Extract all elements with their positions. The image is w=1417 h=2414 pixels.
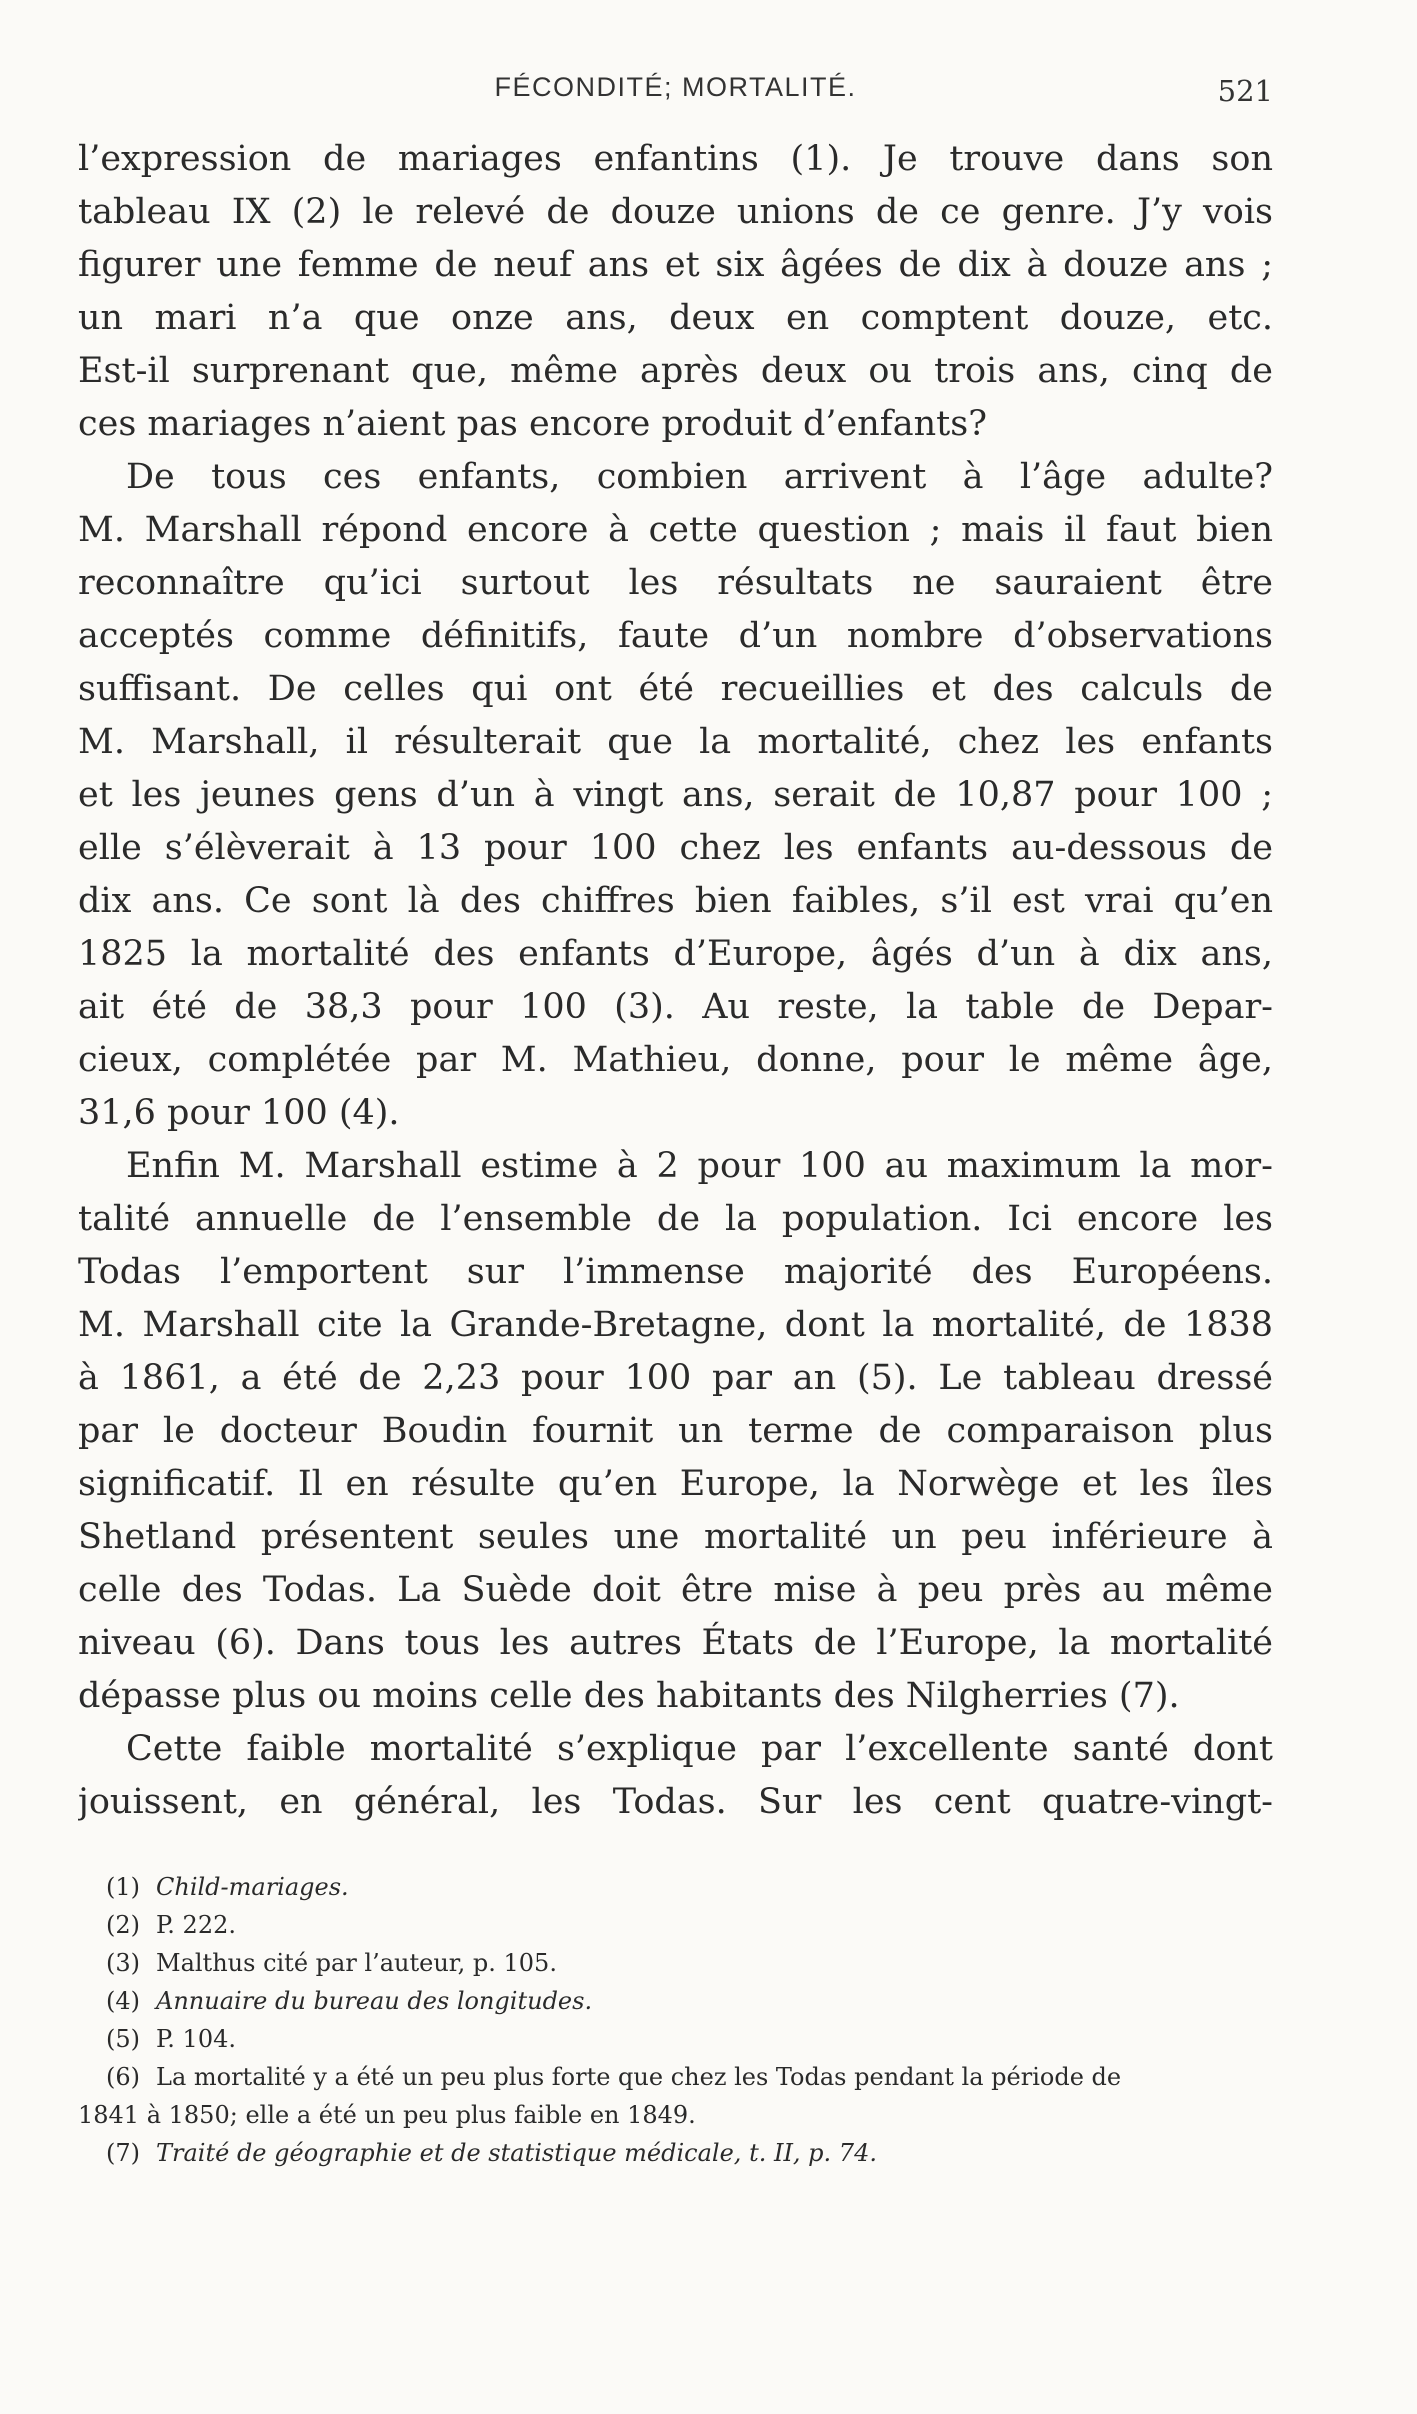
text-line: Cette faible mortalité s’explique par l’excellente santé dont bbox=[126, 1729, 1273, 1769]
footnote-number: (2) bbox=[106, 1911, 140, 1939]
text-line: M. Marshall, il résulterait que la mortalité, chez les enfants bbox=[78, 722, 1273, 762]
footnote-text: Annuaire du bureau des longitudes. bbox=[156, 1987, 593, 2015]
text-line: Shetland présentent seules une mortalité un peu inférieure à bbox=[78, 1517, 1273, 1557]
text-line: Est-il surprenant que, même après deux ou trois ans, cinq de bbox=[78, 351, 1273, 391]
text-line: par le docteur Boudin fournit un terme de comparaison plus bbox=[78, 1411, 1273, 1451]
footnote bbox=[78, 2058, 1273, 2096]
text-line: dépasse plus ou moins celle des habitants des Nilgherries (7). bbox=[78, 1676, 1180, 1716]
footnote-text: P. 104. bbox=[156, 2025, 236, 2053]
text-line: significatif. Il en résulte qu’en Europe, la Norwège et les îles bbox=[78, 1464, 1273, 1504]
text-line: niveau (6). Dans tous les autres États de l’Europe, la mortalité bbox=[78, 1623, 1273, 1663]
footnote bbox=[78, 2134, 1273, 2172]
text-line: M. Marshall répond encore à cette question ; mais il faut bien bbox=[78, 510, 1273, 550]
footnote-number: (3) bbox=[106, 1949, 140, 1977]
running-title: FÉCONDITÉ; MORTALITÉ. bbox=[494, 72, 857, 102]
footnotes bbox=[78, 1868, 1273, 2172]
text-line: 31,6 pour 100 (4). bbox=[78, 1093, 400, 1133]
text-line: et les jeunes gens d’un à vingt ans, serait de 10,87 pour 100 ; bbox=[78, 775, 1273, 815]
text-line: cieux, complétée par M. Mathieu, donne, pour le même âge, bbox=[78, 1040, 1273, 1080]
text-line: acceptés comme définitifs, faute d’un nombre d’observations bbox=[78, 616, 1273, 656]
text-line: à 1861, a été de 2,23 pour 100 par an (5). Le tableau dressé bbox=[78, 1358, 1273, 1398]
footnote-continuation bbox=[78, 2096, 1273, 2134]
text-line: l’expression de mariages enfantins (1). Je trouve dans son bbox=[78, 139, 1273, 179]
footnote-text: Child-mariages. bbox=[156, 1873, 349, 1901]
page-number: 521 bbox=[1217, 74, 1273, 108]
footnote-number: (7) bbox=[106, 2139, 140, 2167]
footnote-text: P. 222. bbox=[156, 1911, 236, 1939]
running-head bbox=[78, 72, 1273, 112]
text-line: ait été de 38,3 pour 100 (3). Au reste, la table de Depar- bbox=[78, 987, 1273, 1027]
text-line: M. Marshall cite la Grande-Bretagne, dont la mortalité, de 1838 bbox=[78, 1305, 1273, 1345]
footnote-number: (4) bbox=[106, 1987, 140, 2015]
text-line: elle s’élèverait à 13 pour 100 chez les enfants au-dessous de bbox=[78, 828, 1273, 868]
text-line: 1825 la mortalité des enfants d’Europe, âgés d’un à dix ans, bbox=[78, 934, 1273, 974]
footnote bbox=[78, 1906, 1273, 1944]
text-line: un mari n’a que onze ans, deux en comptent douze, etc. bbox=[78, 298, 1273, 338]
footnote bbox=[78, 1944, 1273, 1982]
footnote bbox=[78, 1982, 1273, 2020]
text-line: dix ans. Ce sont là des chiffres bien faibles, s’il est vrai qu’en bbox=[78, 881, 1273, 921]
footnote bbox=[78, 2020, 1273, 2058]
text-line: De tous ces enfants, combien arrivent à l’âge adulte? bbox=[126, 457, 1273, 497]
text-line: ces mariages n’aient pas encore produit d’enfants? bbox=[78, 404, 987, 444]
text-line: tableau IX (2) le relevé de douze unions de ce genre. J’y vois bbox=[78, 192, 1273, 232]
text-line: celle des Todas. La Suède doit être mise à peu près au même bbox=[78, 1570, 1273, 1610]
body-text bbox=[78, 133, 1273, 1829]
text-line: talité annuelle de l’ensemble de la population. Ici encore les bbox=[78, 1199, 1273, 1239]
footnote-text: Malthus cité par l’auteur, p. 105. bbox=[156, 1949, 557, 1977]
footnote bbox=[78, 1868, 1273, 1906]
footnote-text: 1841 à 1850; elle a été un peu plus faible en 1849. bbox=[78, 2101, 696, 2129]
text-line: jouissent, en général, les Todas. Sur les cent quatre-vingt- bbox=[78, 1782, 1273, 1822]
text-line: figurer une femme de neuf ans et six âgées de dix à douze ans ; bbox=[78, 245, 1273, 285]
footnote-text: Traité de géographie et de statistique médicale, t. II, p. 74. bbox=[156, 2139, 877, 2167]
footnote-number: (1) bbox=[106, 1873, 140, 1901]
footnote-number: (6) bbox=[106, 2063, 140, 2091]
text-line: Enfin M. Marshall estime à 2 pour 100 au maximum la mor- bbox=[126, 1146, 1273, 1186]
footnote-text: La mortalité y a été un peu plus forte que chez les Todas pendant la période de bbox=[156, 2063, 1122, 2091]
text-line: suffisant. De celles qui ont été recueillies et des calculs de bbox=[78, 669, 1273, 709]
text-line: Todas l’emportent sur l’immense majorité des Européens. bbox=[78, 1252, 1273, 1292]
footnote-number: (5) bbox=[106, 2025, 140, 2053]
text-line: reconnaître qu’ici surtout les résultats ne sauraient être bbox=[78, 563, 1273, 603]
